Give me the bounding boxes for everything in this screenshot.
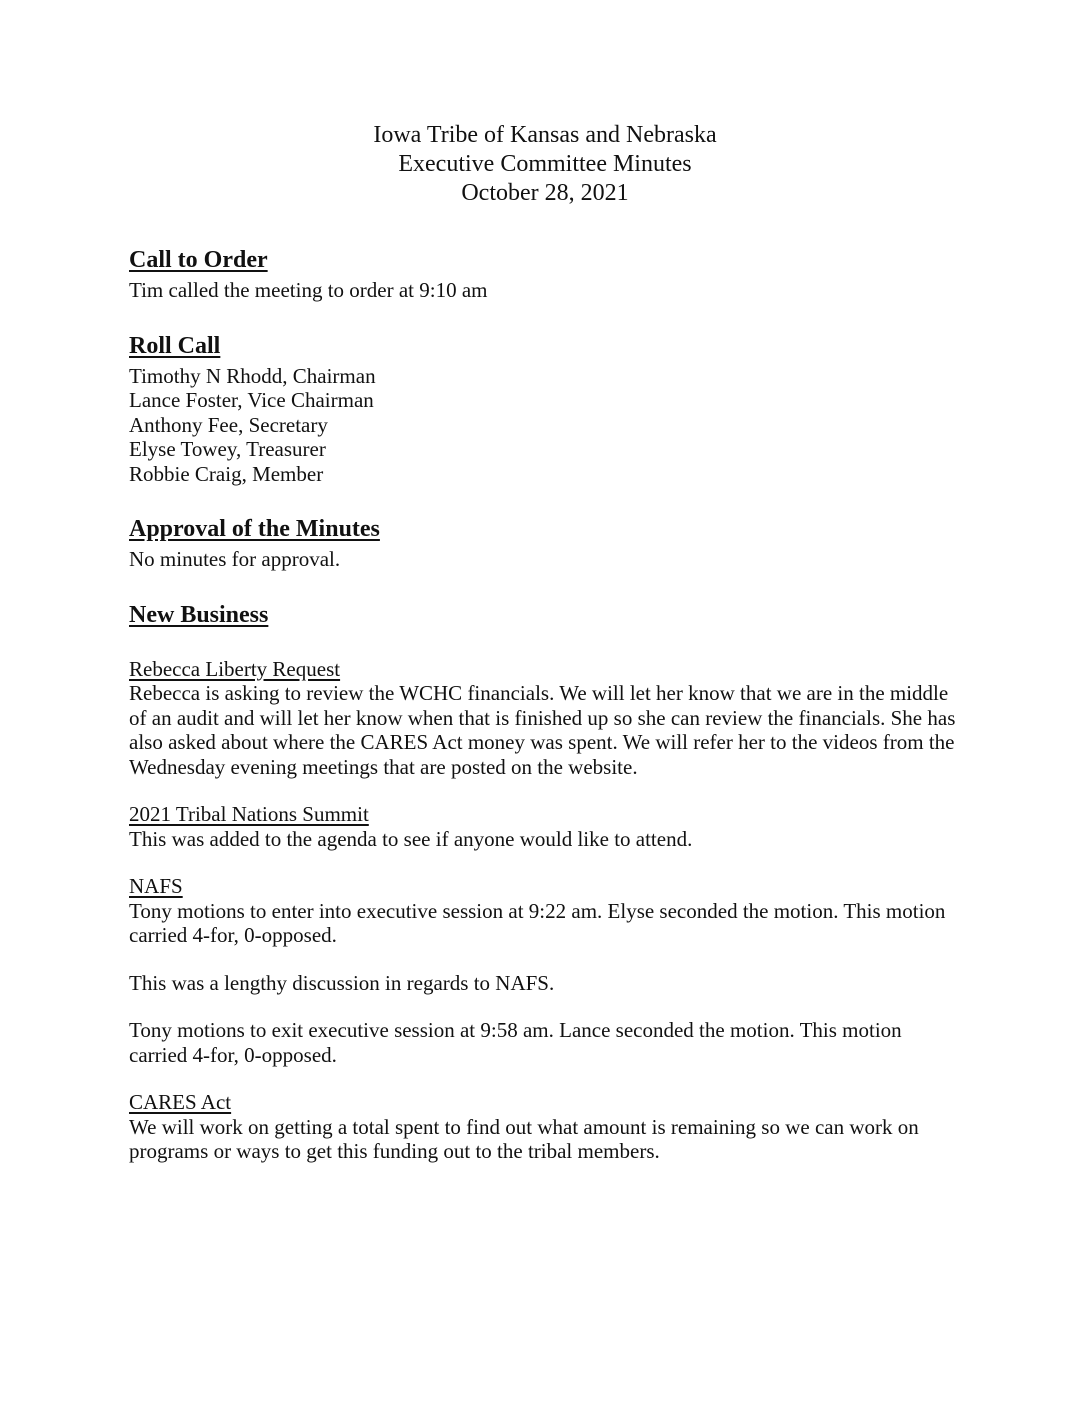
- document-title-line-2: Executive Committee Minutes: [398, 151, 692, 177]
- document-title-line-1: Iowa Tribe of Kansas and Nebraska: [373, 122, 717, 148]
- approval-body: No minutes for approval.: [129, 547, 341, 571]
- call-to-order-body: Tim called the meeting to order at 9:10 am: [129, 278, 488, 302]
- roll-call-member: Elyse Towey, Treasurer: [129, 437, 326, 461]
- document-title-block: [129, 121, 961, 208]
- nafs-paragraph: Tony motions to exit executive session at 9:58 am. Lance seconded the motion. This motion carried 4-for, 0-opposed.: [129, 1018, 902, 1067]
- section-roll-call: [129, 332, 961, 487]
- approval-heading: Approval of the Minutes: [129, 516, 380, 542]
- rebecca-request-body: Rebecca is asking to review the WCHC financials. We will let her know that we are in the middle of an audit and will let her know when that is finished up so she can review the financials. She has also asked about where the CARES Act money was spent. We will refer her to the videos from the Wednesday evening meetings that are posted on the website.: [129, 681, 956, 779]
- document-title-line-3: October 28, 2021: [461, 180, 629, 206]
- cares-act-body: We will work on getting a total spent to find out what amount is remaining so we can work on programs or ways to get this funding out to the tribal members.: [129, 1114, 919, 1163]
- section-new-business: [129, 601, 961, 1164]
- cares-act-subheading: CARES Act: [129, 1090, 232, 1114]
- subsection-tribal-nations-summit: [129, 802, 961, 851]
- summit-body: This was added to the agenda to see if anyone would like to attend.: [129, 826, 693, 851]
- subsection-nafs: [129, 874, 961, 1067]
- call-to-order-heading: Call to Order: [129, 247, 268, 273]
- roll-call-heading: Roll Call: [129, 332, 221, 359]
- nafs-paragraph: Tony motions to enter into executive session at 9:22 am. Elyse seconded the motion. This motion carried 4-for, 0-opposed.: [129, 898, 946, 947]
- roll-call-member: Timothy N Rhodd, Chairman: [129, 363, 376, 388]
- nafs-subheading: NAFS: [129, 874, 183, 898]
- subsection-cares-act: [129, 1090, 961, 1164]
- nafs-paragraph: This was a lengthy discussion in regards to NAFS.: [129, 970, 555, 995]
- summit-subheading: 2021 Tribal Nations Summit: [129, 802, 369, 826]
- section-approval-of-minutes: [129, 515, 961, 572]
- roll-call-member: Lance Foster, Vice Chairman: [129, 388, 374, 412]
- section-call-to-order: [129, 246, 961, 303]
- roll-call-member: Robbie Craig, Member: [129, 461, 324, 486]
- new-business-heading: New Business: [129, 601, 269, 628]
- rebecca-request-subheading: Rebecca Liberty Request: [129, 656, 341, 681]
- subsection-rebecca-liberty-request: [129, 657, 961, 780]
- roll-call-member: Anthony Fee, Secretary: [129, 412, 328, 437]
